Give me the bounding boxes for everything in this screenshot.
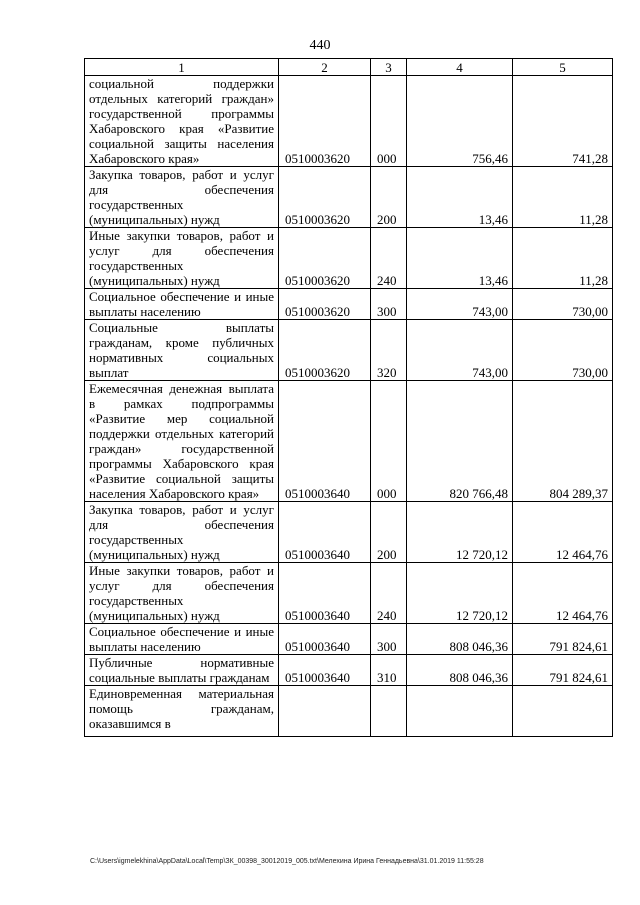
row-target-code: 0510003640: [279, 381, 371, 502]
row-expense-type: 200: [371, 502, 407, 563]
row-amount-year2: 11,28: [513, 228, 613, 289]
table-row: [85, 289, 613, 320]
row-expense-type: 320: [371, 320, 407, 381]
row-amount-year2: 730,00: [513, 320, 613, 381]
row-expense-type: 310: [371, 655, 407, 686]
table-row: [85, 563, 613, 624]
row-amount-year1: 808 046,36: [407, 624, 513, 655]
row-target-code: 0510003620: [279, 320, 371, 381]
row-description: Публичные нормативные социальные выплаты гражданам: [85, 655, 279, 686]
row-description: Иные закупки товаров, работ и услуг для обеспечения государственных (муниципальных) нужд: [85, 563, 279, 624]
row-target-code: 0510003640: [279, 563, 371, 624]
row-amount-year1: 808 046,36: [407, 655, 513, 686]
column-header: 4: [407, 59, 513, 76]
row-description: Социальное обеспечение и иные выплаты населению: [85, 289, 279, 320]
table-row: [85, 228, 613, 289]
row-target-code: 0510003640: [279, 502, 371, 563]
row-amount-year2: 11,28: [513, 167, 613, 228]
row-amount-year1: 743,00: [407, 289, 513, 320]
row-description: Закупка товаров, работ и услуг для обеспечения государственных (муниципальных) нужд: [85, 502, 279, 563]
row-description: социальной поддержки отдельных категорий граждан» государственной программы Хабаровского края «Развитие социальной защиты населения Хабаровского края»: [85, 76, 279, 167]
row-target-code: 0510003620: [279, 76, 371, 167]
column-header: 5: [513, 59, 613, 76]
row-amount-year2: [513, 686, 613, 737]
table-row: [85, 655, 613, 686]
table-row: [85, 320, 613, 381]
row-description: Социальные выплаты гражданам, кроме публичных нормативных социальных выплат: [85, 320, 279, 381]
column-header: 1: [85, 59, 279, 76]
row-description: Ежемесячная денежная выплата в рамках подпрограммы «Развитие мер социальной поддержки отдельных категорий граждан» государственной программы Хабаровского края «Развитие социальной защиты населения Хабаровского края»: [85, 381, 279, 502]
row-amount-year2: 741,28: [513, 76, 613, 167]
row-expense-type: 240: [371, 563, 407, 624]
row-expense-type: 000: [371, 76, 407, 167]
row-description: Единовременная материальная помощь гражданам, оказавшимся в: [85, 686, 279, 737]
row-target-code: 0510003640: [279, 655, 371, 686]
row-target-code: [279, 686, 371, 737]
row-target-code: 0510003620: [279, 289, 371, 320]
row-expense-type: 300: [371, 624, 407, 655]
row-amount-year2: 804 289,37: [513, 381, 613, 502]
row-amount-year1: 12 720,12: [407, 563, 513, 624]
table-row: [85, 167, 613, 228]
row-amount-year2: 791 824,61: [513, 624, 613, 655]
table-row: [85, 76, 613, 167]
row-amount-year1: 756,46: [407, 76, 513, 167]
row-amount-year2: 12 464,76: [513, 502, 613, 563]
row-expense-type: [371, 686, 407, 737]
row-target-code: 0510003620: [279, 167, 371, 228]
row-expense-type: 300: [371, 289, 407, 320]
row-expense-type: 240: [371, 228, 407, 289]
row-amount-year2: 730,00: [513, 289, 613, 320]
row-amount-year1: 13,46: [407, 167, 513, 228]
row-description: Закупка товаров, работ и услуг для обеспечения государственных (муниципальных) нужд: [85, 167, 279, 228]
row-expense-type: 200: [371, 167, 407, 228]
column-header: 2: [279, 59, 371, 76]
row-expense-type: 000: [371, 381, 407, 502]
table-row: [85, 381, 613, 502]
row-amount-year1: 820 766,48: [407, 381, 513, 502]
table-row: [85, 502, 613, 563]
table-header-row: [85, 59, 613, 76]
row-target-code: 0510003620: [279, 228, 371, 289]
row-target-code: 0510003640: [279, 624, 371, 655]
row-amount-year1: [407, 686, 513, 737]
row-description: Социальное обеспечение и иные выплаты населению: [85, 624, 279, 655]
file-path-footer: C:\Users\igmelekhina\AppData\Local\Temp\ЗК_00398_30012019_005.txt\Мелехина Ирина Геннадьевна\31.01.2019 11:55:28: [90, 858, 484, 865]
row-amount-year1: 13,46: [407, 228, 513, 289]
row-amount-year2: 791 824,61: [513, 655, 613, 686]
row-amount-year2: 12 464,76: [513, 563, 613, 624]
row-amount-year1: 12 720,12: [407, 502, 513, 563]
budget-table: [84, 58, 613, 737]
column-header: 3: [371, 59, 407, 76]
table-row: [85, 686, 613, 737]
page-number: 440: [309, 38, 331, 53]
row-description: Иные закупки товаров, работ и услуг для обеспечения государственных (муниципальных) нужд: [85, 228, 279, 289]
row-amount-year1: 743,00: [407, 320, 513, 381]
table-row: [85, 624, 613, 655]
